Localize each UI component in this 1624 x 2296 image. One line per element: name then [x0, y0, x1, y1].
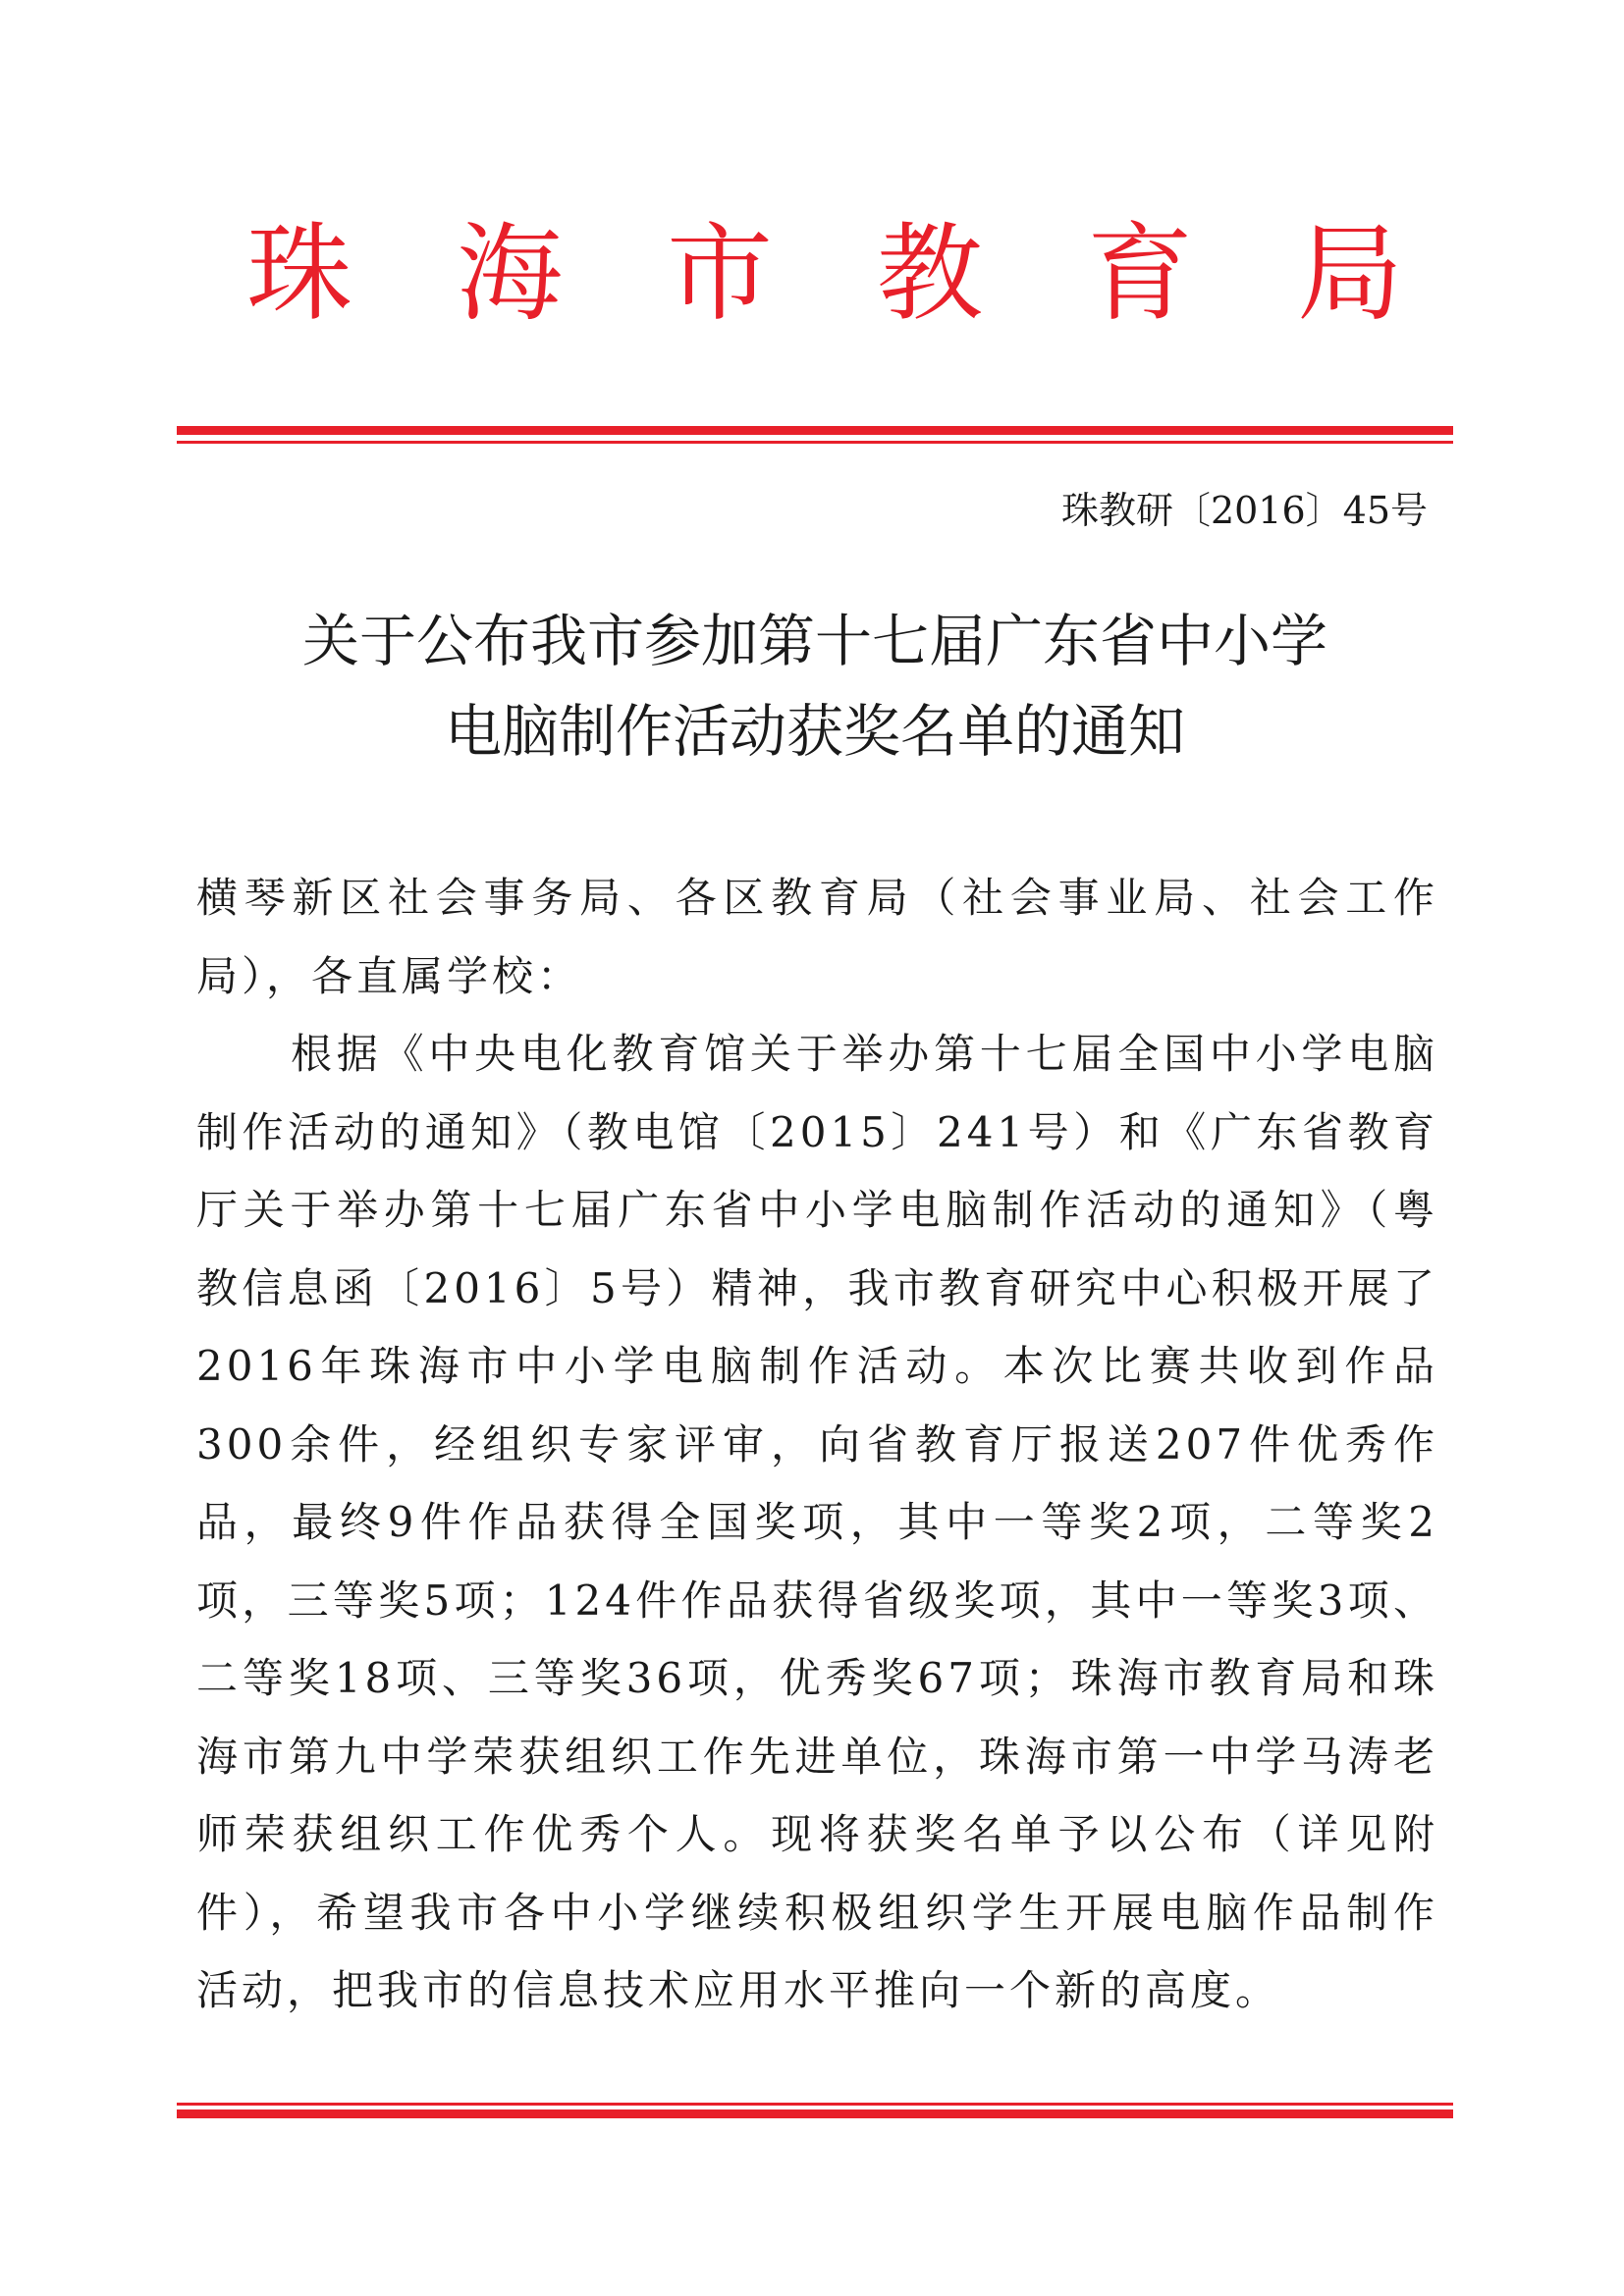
document-number: 珠教研〔2016〕45号	[1060, 489, 1428, 532]
header-char: 教	[876, 213, 983, 336]
footer-divider-thin	[177, 2103, 1453, 2106]
header-char: 育	[1086, 213, 1193, 336]
notice-title-line-2: 电脑制作活动获奖名单的通知	[444, 698, 1185, 765]
footer-divider-thick	[177, 2109, 1453, 2118]
header-char: 局	[1296, 213, 1403, 336]
recipients-line: 横琴新区社会事务局、各区教育局（社会事业局、社会工作局），各直属学校：	[196, 874, 1438, 1000]
header-char: 海	[456, 213, 563, 336]
body-paragraph: 根据《中央电化教育馆关于举办第十七届全国中小学电脑制作活动的通知》（教电馆〔2015〕241号）和《广东省教育厅关于举办第十七届广东省中小学电脑制作活动的通知》（粤教信息函〔2016〕5号）精神，我市教育研究中心积极开展了2016年珠海市中小学电脑制作活动。本次比赛共收到作品300余件，经组织专家评审，向省教育厅报送207件优秀作品，最终9件作品获得全国奖项，其中一等奖2项，二等奖2项，三等奖5项；124件作品获得省级奖项，其中一等奖3项、二等奖18项、三等奖36项，优秀奖67项；珠海市教育局和珠海市第九中学荣获组织工作先进单位，珠海市第一中学马涛老师荣获组织工作优秀个人。现将获奖名单予以公布（详见附件），希望我市各中小学继续积极组织学生开展电脑作品制作活动，把我市的信息技术应用水平推向一个新的高度。	[196, 1030, 1438, 2014]
issuing-authority-header	[236, 211, 1414, 339]
header-char: 珠	[245, 213, 352, 336]
header-char: 市	[666, 213, 773, 336]
header-divider-thin	[177, 441, 1453, 444]
header-divider-thick	[177, 426, 1453, 435]
notice-title-line-1: 关于公布我市参加第十七届广东省中小学	[301, 608, 1327, 674]
